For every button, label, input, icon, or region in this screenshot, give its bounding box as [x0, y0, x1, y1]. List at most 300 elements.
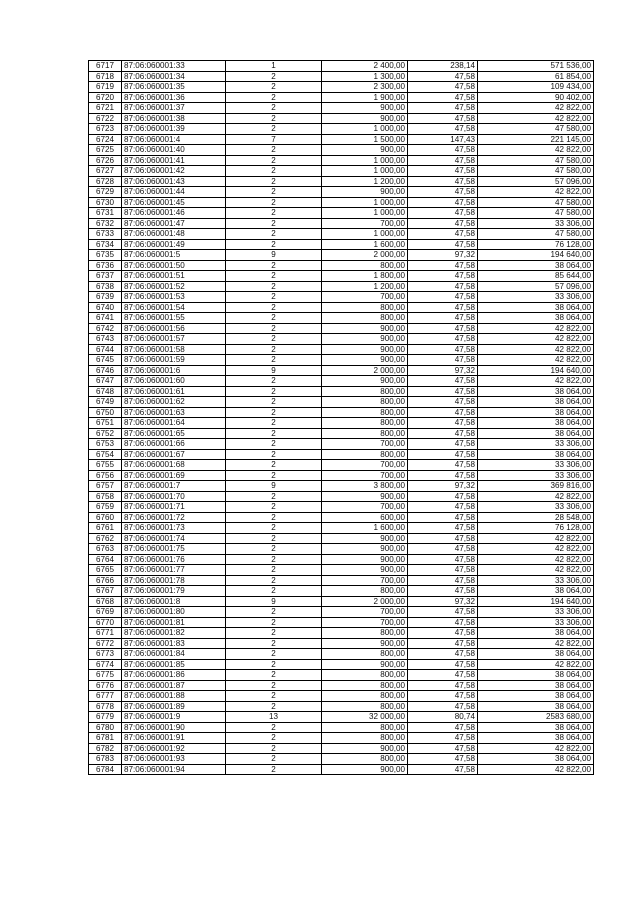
amount-value-cell: 42 822,00 [478, 554, 594, 565]
category-code-cell: 2 [226, 502, 322, 513]
category-code-cell: 2 [226, 670, 322, 681]
row-number-cell: 6748 [89, 386, 122, 397]
row-number-cell: 6773 [89, 649, 122, 660]
rate-value-cell: 47,58 [408, 407, 478, 418]
area-value-cell: 900,00 [322, 554, 408, 565]
row-number-cell: 6782 [89, 743, 122, 754]
row-number-cell: 6762 [89, 533, 122, 544]
area-value-cell: 900,00 [322, 743, 408, 754]
category-code-cell: 2 [226, 439, 322, 450]
amount-value-cell: 61 854,00 [478, 71, 594, 82]
amount-value-cell: 33 306,00 [478, 292, 594, 303]
area-value-cell: 700,00 [322, 460, 408, 471]
amount-value-cell: 38 064,00 [478, 649, 594, 660]
area-value-cell: 900,00 [322, 344, 408, 355]
cadastral-number-cell: 87:06:060001:81 [122, 617, 226, 628]
category-code-cell: 9 [226, 365, 322, 376]
area-value-cell: 800,00 [322, 670, 408, 681]
row-number-cell: 6740 [89, 302, 122, 313]
table-row [89, 607, 594, 618]
table-row [89, 449, 594, 460]
amount-value-cell: 33 306,00 [478, 439, 594, 450]
category-code-cell: 2 [226, 197, 322, 208]
area-value-cell: 700,00 [322, 470, 408, 481]
rate-value-cell: 47,58 [408, 691, 478, 702]
table-row [89, 418, 594, 429]
table-row [89, 407, 594, 418]
row-number-cell: 6755 [89, 460, 122, 471]
cadastral-number-cell: 87:06:060001:73 [122, 523, 226, 534]
cadastral-number-cell: 87:06:060001:85 [122, 659, 226, 670]
cadastral-number-cell: 87:06:060001:89 [122, 701, 226, 712]
cadastral-number-cell: 87:06:060001:92 [122, 743, 226, 754]
rate-value-cell: 47,58 [408, 197, 478, 208]
category-code-cell: 2 [226, 103, 322, 114]
rate-value-cell: 47,58 [408, 229, 478, 240]
category-code-cell: 2 [226, 638, 322, 649]
row-number-cell: 6757 [89, 481, 122, 492]
table-row [89, 575, 594, 586]
table-row [89, 208, 594, 219]
cadastral-number-cell: 87:06:060001:36 [122, 92, 226, 103]
amount-value-cell: 38 064,00 [478, 418, 594, 429]
category-code-cell: 2 [226, 680, 322, 691]
category-code-cell: 2 [226, 155, 322, 166]
cadastral-number-cell: 87:06:060001:60 [122, 376, 226, 387]
amount-value-cell: 369 816,00 [478, 481, 594, 492]
rate-value-cell: 47,58 [408, 155, 478, 166]
amount-value-cell: 38 064,00 [478, 701, 594, 712]
category-code-cell: 2 [226, 323, 322, 334]
table-row [89, 61, 594, 72]
cadastral-number-cell: 87:06:060001:39 [122, 124, 226, 135]
table-row [89, 239, 594, 250]
area-value-cell: 800,00 [322, 680, 408, 691]
amount-value-cell: 47 580,00 [478, 124, 594, 135]
amount-value-cell: 42 822,00 [478, 376, 594, 387]
area-value-cell: 2 300,00 [322, 82, 408, 93]
area-value-cell: 1 000,00 [322, 208, 408, 219]
category-code-cell: 2 [226, 260, 322, 271]
amount-value-cell: 33 306,00 [478, 502, 594, 513]
amount-value-cell: 57 096,00 [478, 176, 594, 187]
rate-value-cell: 47,58 [408, 523, 478, 534]
area-value-cell: 1 000,00 [322, 155, 408, 166]
row-number-cell: 6717 [89, 61, 122, 72]
cadastral-number-cell: 87:06:060001:33 [122, 61, 226, 72]
category-code-cell: 2 [226, 418, 322, 429]
rate-value-cell: 47,58 [408, 575, 478, 586]
category-code-cell: 2 [226, 71, 322, 82]
area-value-cell: 900,00 [322, 764, 408, 775]
amount-value-cell: 38 064,00 [478, 407, 594, 418]
row-number-cell: 6722 [89, 113, 122, 124]
rate-value-cell: 47,58 [408, 176, 478, 187]
row-number-cell: 6764 [89, 554, 122, 565]
row-number-cell: 6767 [89, 586, 122, 597]
cadastral-number-cell: 87:06:060001:67 [122, 449, 226, 460]
rate-value-cell: 47,58 [408, 103, 478, 114]
cadastral-number-cell: 87:06:060001:8 [122, 596, 226, 607]
table-row [89, 292, 594, 303]
cadastral-number-cell: 87:06:060001:55 [122, 313, 226, 324]
cadastral-number-cell: 87:06:060001:76 [122, 554, 226, 565]
table-row [89, 565, 594, 576]
area-value-cell: 900,00 [322, 355, 408, 366]
category-code-cell: 2 [226, 334, 322, 345]
amount-value-cell: 42 822,00 [478, 533, 594, 544]
area-value-cell: 800,00 [322, 418, 408, 429]
area-value-cell: 2 000,00 [322, 250, 408, 261]
amount-value-cell: 90 402,00 [478, 92, 594, 103]
category-code-cell: 2 [226, 554, 322, 565]
row-number-cell: 6743 [89, 334, 122, 345]
area-value-cell: 800,00 [322, 691, 408, 702]
row-number-cell: 6729 [89, 187, 122, 198]
amount-value-cell: 221 145,00 [478, 134, 594, 145]
table-row [89, 103, 594, 114]
category-code-cell: 2 [226, 470, 322, 481]
row-number-cell: 6753 [89, 439, 122, 450]
cadastral-number-cell: 87:06:060001:93 [122, 754, 226, 765]
cadastral-number-cell: 87:06:060001:66 [122, 439, 226, 450]
amount-value-cell: 85 644,00 [478, 271, 594, 282]
table-row [89, 124, 594, 135]
cadastral-number-cell: 87:06:060001:58 [122, 344, 226, 355]
cadastral-number-cell: 87:06:060001:71 [122, 502, 226, 513]
amount-value-cell: 42 822,00 [478, 491, 594, 502]
amount-value-cell: 571 536,00 [478, 61, 594, 72]
category-code-cell: 2 [226, 113, 322, 124]
rate-value-cell: 47,58 [408, 92, 478, 103]
row-number-cell: 6756 [89, 470, 122, 481]
rate-value-cell: 47,58 [408, 397, 478, 408]
row-number-cell: 6777 [89, 691, 122, 702]
amount-value-cell: 42 822,00 [478, 355, 594, 366]
area-value-cell: 900,00 [322, 533, 408, 544]
row-number-cell: 6775 [89, 670, 122, 681]
cadastral-number-cell: 87:06:060001:91 [122, 733, 226, 744]
area-value-cell: 800,00 [322, 586, 408, 597]
amount-value-cell: 2583 680,00 [478, 712, 594, 723]
amount-value-cell: 38 064,00 [478, 386, 594, 397]
cadastral-number-cell: 87:06:060001:57 [122, 334, 226, 345]
area-value-cell: 1 600,00 [322, 523, 408, 534]
area-value-cell: 800,00 [322, 754, 408, 765]
amount-value-cell: 38 064,00 [478, 628, 594, 639]
table-row [89, 302, 594, 313]
table-row [89, 712, 594, 723]
area-value-cell: 800,00 [322, 701, 408, 712]
area-value-cell: 1 000,00 [322, 197, 408, 208]
table-row [89, 512, 594, 523]
cadastral-number-cell: 87:06:060001:53 [122, 292, 226, 303]
table-row [89, 649, 594, 660]
rate-value-cell: 47,58 [408, 754, 478, 765]
rate-value-cell: 47,58 [408, 439, 478, 450]
area-value-cell: 900,00 [322, 145, 408, 156]
amount-value-cell: 28 548,00 [478, 512, 594, 523]
table-row [89, 71, 594, 82]
amount-value-cell: 33 306,00 [478, 575, 594, 586]
category-code-cell: 2 [226, 607, 322, 618]
cadastral-number-cell: 87:06:060001:86 [122, 670, 226, 681]
amount-value-cell: 42 822,00 [478, 764, 594, 775]
rate-value-cell: 47,58 [408, 701, 478, 712]
cadastral-number-cell: 87:06:060001:64 [122, 418, 226, 429]
table-row [89, 470, 594, 481]
cadastral-number-cell: 87:06:060001:70 [122, 491, 226, 502]
category-code-cell: 9 [226, 596, 322, 607]
area-value-cell: 700,00 [322, 617, 408, 628]
area-value-cell: 700,00 [322, 575, 408, 586]
cadastral-number-cell: 87:06:060001:62 [122, 397, 226, 408]
table-body [89, 61, 594, 775]
category-code-cell: 2 [226, 92, 322, 103]
cadastral-number-cell: 87:06:060001:51 [122, 271, 226, 282]
cadastral-number-cell: 87:06:060001:5 [122, 250, 226, 261]
row-number-cell: 6770 [89, 617, 122, 628]
category-code-cell: 2 [226, 523, 322, 534]
rate-value-cell: 47,58 [408, 187, 478, 198]
cadastral-value-table [88, 60, 594, 775]
cadastral-number-cell: 87:06:060001:79 [122, 586, 226, 597]
rate-value-cell: 47,58 [408, 460, 478, 471]
amount-value-cell: 38 064,00 [478, 428, 594, 439]
category-code-cell: 2 [226, 491, 322, 502]
row-number-cell: 6723 [89, 124, 122, 135]
cadastral-number-cell: 87:06:060001:82 [122, 628, 226, 639]
amount-value-cell: 38 064,00 [478, 680, 594, 691]
amount-value-cell: 194 640,00 [478, 596, 594, 607]
area-value-cell: 900,00 [322, 376, 408, 387]
cadastral-number-cell: 87:06:060001:65 [122, 428, 226, 439]
cadastral-number-cell: 87:06:060001:35 [122, 82, 226, 93]
category-code-cell: 2 [226, 743, 322, 754]
amount-value-cell: 42 822,00 [478, 323, 594, 334]
table-row [89, 82, 594, 93]
row-number-cell: 6754 [89, 449, 122, 460]
row-number-cell: 6749 [89, 397, 122, 408]
cadastral-number-cell: 87:06:060001:6 [122, 365, 226, 376]
area-value-cell: 2 400,00 [322, 61, 408, 72]
rate-value-cell: 47,58 [408, 334, 478, 345]
amount-value-cell: 38 064,00 [478, 260, 594, 271]
row-number-cell: 6750 [89, 407, 122, 418]
rate-value-cell: 47,58 [408, 491, 478, 502]
table-row [89, 218, 594, 229]
table-row [89, 197, 594, 208]
row-number-cell: 6742 [89, 323, 122, 334]
cadastral-number-cell: 87:06:060001:9 [122, 712, 226, 723]
area-value-cell: 1 500,00 [322, 134, 408, 145]
rate-value-cell: 47,58 [408, 271, 478, 282]
area-value-cell: 700,00 [322, 292, 408, 303]
table-row [89, 334, 594, 345]
row-number-cell: 6774 [89, 659, 122, 670]
row-number-cell: 6768 [89, 596, 122, 607]
cadastral-number-cell: 87:06:060001:63 [122, 407, 226, 418]
cadastral-number-cell: 87:06:060001:48 [122, 229, 226, 240]
table-row [89, 754, 594, 765]
amount-value-cell: 42 822,00 [478, 544, 594, 555]
cadastral-number-cell: 87:06:060001:41 [122, 155, 226, 166]
area-value-cell: 800,00 [322, 313, 408, 324]
amount-value-cell: 57 096,00 [478, 281, 594, 292]
table-row [89, 355, 594, 366]
rate-value-cell: 47,58 [408, 166, 478, 177]
area-value-cell: 1 300,00 [322, 71, 408, 82]
table-row [89, 92, 594, 103]
rate-value-cell: 47,58 [408, 113, 478, 124]
row-number-cell: 6752 [89, 428, 122, 439]
rate-value-cell: 238,14 [408, 61, 478, 72]
area-value-cell: 1 000,00 [322, 229, 408, 240]
table-row [89, 502, 594, 513]
amount-value-cell: 42 822,00 [478, 565, 594, 576]
area-value-cell: 1 600,00 [322, 239, 408, 250]
rate-value-cell: 47,58 [408, 355, 478, 366]
area-value-cell: 800,00 [322, 428, 408, 439]
row-number-cell: 6721 [89, 103, 122, 114]
category-code-cell: 2 [226, 166, 322, 177]
table-row [89, 260, 594, 271]
table-row [89, 323, 594, 334]
area-value-cell: 800,00 [322, 733, 408, 744]
category-code-cell: 2 [226, 124, 322, 135]
row-number-cell: 6745 [89, 355, 122, 366]
row-number-cell: 6736 [89, 260, 122, 271]
area-value-cell: 900,00 [322, 113, 408, 124]
row-number-cell: 6724 [89, 134, 122, 145]
area-value-cell: 1 800,00 [322, 271, 408, 282]
rate-value-cell: 47,58 [408, 638, 478, 649]
cadastral-number-cell: 87:06:060001:52 [122, 281, 226, 292]
rate-value-cell: 47,58 [408, 628, 478, 639]
amount-value-cell: 42 822,00 [478, 145, 594, 156]
row-number-cell: 6725 [89, 145, 122, 156]
category-code-cell: 2 [226, 82, 322, 93]
area-value-cell: 1 000,00 [322, 124, 408, 135]
rate-value-cell: 47,58 [408, 313, 478, 324]
amount-value-cell: 109 434,00 [478, 82, 594, 93]
amount-value-cell: 38 064,00 [478, 449, 594, 460]
table-row [89, 659, 594, 670]
category-code-cell: 2 [226, 302, 322, 313]
row-number-cell: 6765 [89, 565, 122, 576]
rate-value-cell: 47,58 [408, 733, 478, 744]
category-code-cell: 2 [226, 701, 322, 712]
rate-value-cell: 47,58 [408, 292, 478, 303]
amount-value-cell: 42 822,00 [478, 334, 594, 345]
category-code-cell: 2 [226, 407, 322, 418]
row-number-cell: 6784 [89, 764, 122, 775]
area-value-cell: 800,00 [322, 407, 408, 418]
row-number-cell: 6771 [89, 628, 122, 639]
rate-value-cell: 80,74 [408, 712, 478, 723]
rate-value-cell: 47,58 [408, 71, 478, 82]
row-number-cell: 6772 [89, 638, 122, 649]
amount-value-cell: 42 822,00 [478, 743, 594, 754]
table-row [89, 344, 594, 355]
rate-value-cell: 47,58 [408, 124, 478, 135]
area-value-cell: 800,00 [322, 628, 408, 639]
area-value-cell: 900,00 [322, 544, 408, 555]
amount-value-cell: 38 064,00 [478, 397, 594, 408]
category-code-cell: 2 [226, 355, 322, 366]
area-value-cell: 900,00 [322, 491, 408, 502]
row-number-cell: 6763 [89, 544, 122, 555]
rate-value-cell: 47,58 [408, 617, 478, 628]
rate-value-cell: 47,58 [408, 386, 478, 397]
row-number-cell: 6780 [89, 722, 122, 733]
area-value-cell: 1 000,00 [322, 166, 408, 177]
category-code-cell: 2 [226, 575, 322, 586]
category-code-cell: 2 [226, 460, 322, 471]
cadastral-number-cell: 87:06:060001:34 [122, 71, 226, 82]
table-row [89, 176, 594, 187]
category-code-cell: 2 [226, 428, 322, 439]
amount-value-cell: 33 306,00 [478, 617, 594, 628]
cadastral-number-cell: 87:06:060001:72 [122, 512, 226, 523]
rate-value-cell: 97,32 [408, 481, 478, 492]
amount-value-cell: 33 306,00 [478, 470, 594, 481]
cadastral-number-cell: 87:06:060001:54 [122, 302, 226, 313]
row-number-cell: 6769 [89, 607, 122, 618]
category-code-cell: 2 [226, 344, 322, 355]
cadastral-number-cell: 87:06:060001:68 [122, 460, 226, 471]
category-code-cell: 2 [226, 628, 322, 639]
rate-value-cell: 47,58 [408, 764, 478, 775]
row-number-cell: 6779 [89, 712, 122, 723]
category-code-cell: 2 [226, 292, 322, 303]
rate-value-cell: 47,58 [408, 239, 478, 250]
rate-value-cell: 47,58 [408, 659, 478, 670]
rate-value-cell: 47,58 [408, 607, 478, 618]
amount-value-cell: 33 306,00 [478, 218, 594, 229]
amount-value-cell: 47 580,00 [478, 166, 594, 177]
area-value-cell: 800,00 [322, 722, 408, 733]
table-row [89, 397, 594, 408]
rate-value-cell: 47,58 [408, 208, 478, 219]
rate-value-cell: 47,58 [408, 722, 478, 733]
rate-value-cell: 47,58 [408, 260, 478, 271]
cadastral-number-cell: 87:06:060001:42 [122, 166, 226, 177]
category-code-cell: 2 [226, 764, 322, 775]
area-value-cell: 2 000,00 [322, 365, 408, 376]
row-number-cell: 6783 [89, 754, 122, 765]
cadastral-number-cell: 87:06:060001:74 [122, 533, 226, 544]
category-code-cell: 2 [226, 722, 322, 733]
category-code-cell: 2 [226, 533, 322, 544]
cadastral-number-cell: 87:06:060001:47 [122, 218, 226, 229]
amount-value-cell: 47 580,00 [478, 208, 594, 219]
amount-value-cell: 76 128,00 [478, 239, 594, 250]
table-row [89, 281, 594, 292]
rate-value-cell: 47,58 [408, 428, 478, 439]
rate-value-cell: 47,58 [408, 470, 478, 481]
amount-value-cell: 33 306,00 [478, 460, 594, 471]
rate-value-cell: 47,58 [408, 743, 478, 754]
category-code-cell: 2 [226, 649, 322, 660]
area-value-cell: 900,00 [322, 334, 408, 345]
row-number-cell: 6735 [89, 250, 122, 261]
amount-value-cell: 76 128,00 [478, 523, 594, 534]
category-code-cell: 2 [226, 271, 322, 282]
table-row [89, 596, 594, 607]
table-row [89, 491, 594, 502]
row-number-cell: 6726 [89, 155, 122, 166]
